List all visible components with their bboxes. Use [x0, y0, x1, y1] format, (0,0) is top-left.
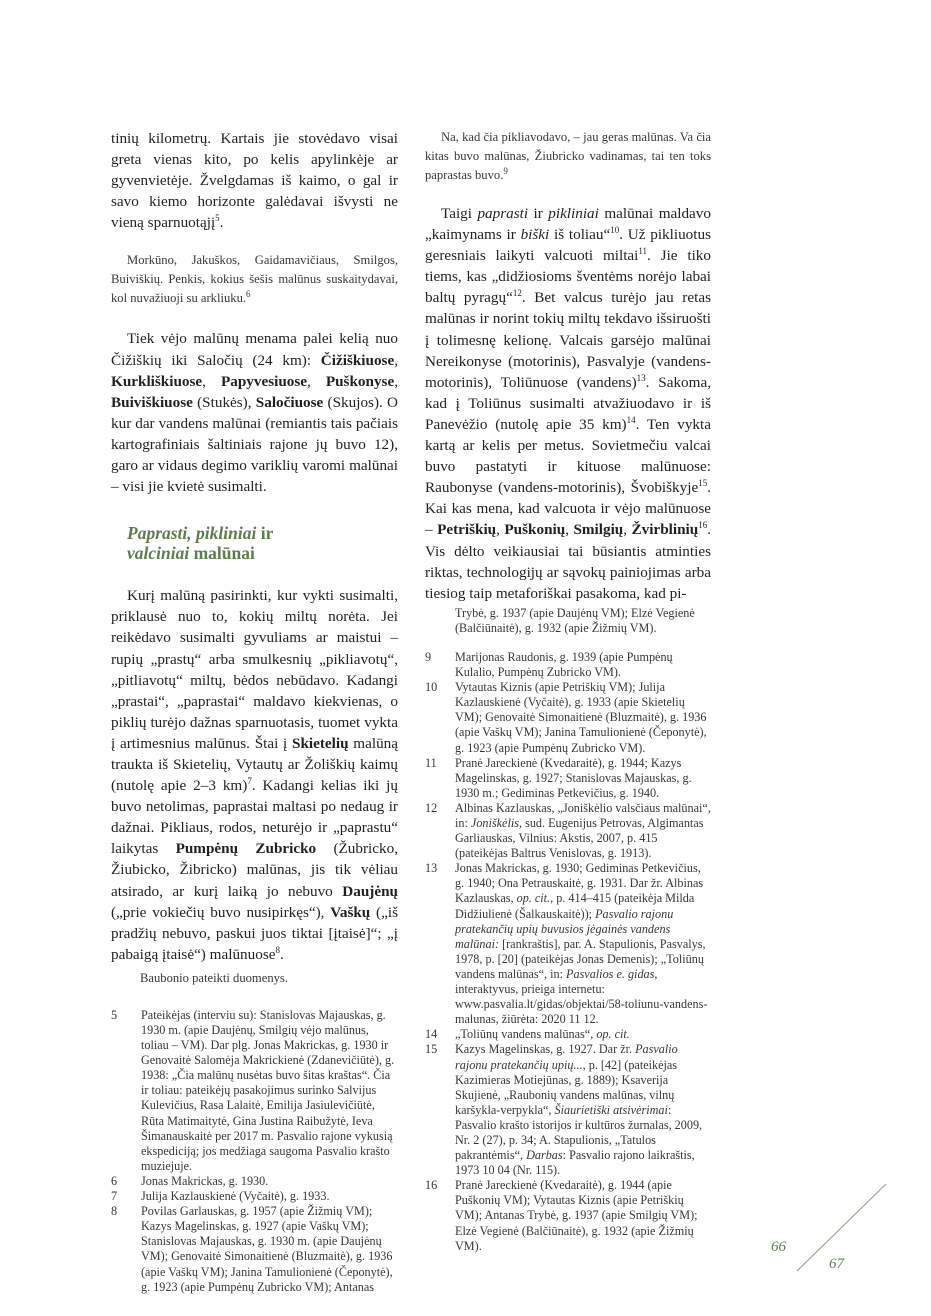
footnote-text: Pranė Jareckienė (Kvedaraitė), g. 1944; Kazys Magelinskas, g. 1927; Stanislovas Majauskas, g. 1930 m.; Gediminas Petkevičius, g. 1940. [455, 755, 692, 800]
text: , sud. Eugenijus Petrovas, Algimantas Garliauskas, Vilnius: Akstis, 2007, p. 415 (pateikėjas Baltrus Venislovas, g. 1913). [455, 816, 704, 861]
text: malūnai maldavo „kaimynams ir [425, 205, 711, 244]
footnote-text [455, 1027, 711, 1042]
right-column [425, 128, 711, 1254]
footnote-number: 15 [425, 1042, 438, 1057]
quote-text: Baubonio pateikti duomenys. [140, 970, 288, 985]
footnote-text: Marijonas Raudonis, g. 1939 (apie Pumpėnų Kulalio, Pumpėnų Zubricko VM). [455, 649, 673, 680]
footnote [425, 756, 711, 801]
text: . Kai kas mena, kad valcuota ir vėjo malūnuose – [425, 479, 711, 539]
text: Tiek vėjo malūnų menama palei kelią nuo Čižiškių iki Saločių (24 km): [111, 330, 398, 369]
footnote-text: Pateikėjas (interviu su): Stanislovas Majauskas, g. 1930 m. (apie Daujėnų, Smilgių vėjo malūnus, toliau – VM). Dar plg. Jonas Makrickas, g. 1930 ir Genovaitė Salomėja Makrickienė (Zdanevičiūtė), g. 1938: „Čia malūnų nusėtas buvo šitas kraštas“. Čia ir toliau: pateikėjų pasakojimus surinko Salvijus Kulevičius, Rasa Lalaitė, Emilija Jasiulevičiūtė, Rūta Matimaitytė, Gina Justina Raibužytė, Ieva Šimanauskaitė per 2017 m. Pasvalio rajone vykusią ekspediciją; jos medžiaga saugoma Pasvalio krašto muziejuje. [141, 1007, 395, 1173]
place-name: Papyvesiuose [220, 372, 308, 390]
text: „Toliūnų vandens malūnas“, [455, 1027, 597, 1042]
footnote-number: 6 [111, 1173, 118, 1188]
text: , [307, 372, 326, 390]
footnote-ref[interactable]: 6 [246, 289, 251, 300]
text: Albinas Kazlauskas, „Joniškėlio valsčiaus malūnai“, in: [455, 800, 711, 830]
block-quote-continuation [111, 969, 398, 988]
punctuation: . [219, 214, 224, 232]
text: , [394, 351, 398, 369]
heading-italic: Paprasti, pikliniai [127, 523, 257, 544]
title-italic: op. cit. [596, 1027, 630, 1042]
text: . Bet valcus turėjo jau retas malūnas ir norint tokių miltų tekdavo išsiruošti į tolimesnę kelionę. Valcais garsėjo malūnai Nereikonyse (motorinis), Pasvalyje (vandens-motorinis), Toliūnuose (vandens) [425, 289, 711, 391]
footnote-text: Povilas Garlauskas, g. 1957 (apie Žižmių VM); Kazys Magelinskas, g. 1927 (apie Vaškų VM); Stanislovas Majauskas, g. 1930 m. (apie Daujėnų VM); Genovaitė Simonaitienė (Bluzmaitė), g. 1936 (apie Vaškų VM); Janina Tamulionienė (Čeponytė), g. 1923 (apie Pumpėnų Zubricko VM); Antanas [141, 1204, 393, 1294]
title-italic: Pasvalio rajonu pratekančių upių buvusios jėgainės vandens malūnai: [455, 906, 674, 951]
footnote [425, 1027, 711, 1042]
footnote [425, 801, 711, 861]
text: , [202, 372, 221, 390]
title-italic: Šiaurietiški atsivėrimai [554, 1102, 668, 1117]
text: ir [528, 205, 549, 222]
text: Jonas Makrickas, g. 1930; Gediminas Petkevičius, g. 1940; Ona Petrauskaitė, g. 1931. Dar žr. Albinas Kazlauskas, [455, 861, 704, 906]
footnote-text: Jonas Makrickas, g. 1930. [141, 1173, 269, 1188]
text: (Žubricko, Žiubicko, Žibricko) malūnas, jis tik vėliau atsirado, ar kurį laiką jo nebuvo [111, 840, 398, 900]
place-name: Saločiuose [255, 393, 324, 411]
footnote-ref[interactable]: 14 [626, 414, 636, 425]
place-name: Daujėnų [342, 882, 398, 900]
footnote-number: 11 [425, 755, 437, 770]
footnote-text: Pranė Jareckienė (Kvedaraitė), g. 1944 (apie Puškonių VM); Vytautas Kiznis (apie Petriškių VM); Antanas Trybė, g. 1937 (apie Smilgių VM); Elzė Vegienė (Balčiūnaitė), g. 1932 (apie Žižmių VM). [455, 1178, 698, 1253]
footnote [425, 1178, 711, 1253]
footnote [425, 1042, 711, 1178]
text: Kurį malūną pasirinkti, kur vykti susimalti, priklausė nuo to, kokių miltų norėta. Jei reikėdavo susimalti gyvuliams ar maistui – rupių „prastų“ arba smulkesnių „pikliavotų“, „pitliavotų“ miltų, bėdos nebūdavo. Kadangi „prastai“, „paprastai“ maldavo kiekvienas, o piklių turėjo dažnas sparnuotasis, tuomet vykta į artimesnius malūnus. Štai į [111, 587, 398, 752]
footnote-continuation: Trybė, g. 1937 (apie Daujėnų VM); Elzė Vegienė (Balčiūnaitė), g. 1932 (apie Žižmių VM). [455, 605, 695, 635]
footnote-number: 14 [425, 1027, 438, 1042]
footnote-number: 16 [425, 1178, 438, 1193]
title-italic: op. cit. [516, 891, 551, 906]
place-name: Pumpėnų Zubricko [175, 840, 317, 858]
section-heading [127, 523, 398, 563]
emphasis: biški [520, 226, 550, 244]
footnote-ref[interactable]: 13 [636, 372, 646, 383]
text: , [623, 521, 632, 539]
body-paragraph [111, 128, 398, 233]
footnote-text [455, 1042, 711, 1178]
place-name: Puškonyse [325, 372, 395, 390]
place-name: Vaškų [330, 903, 371, 921]
place-name: Buiviškiuose [111, 393, 193, 411]
footnote [111, 1008, 398, 1174]
text: , interaktyvus, prieiga internetu: www.pasvalia.lt/gidas/objektai/58-toliunu-vandens-malunas, žiūrėta: 2020 11 12. [455, 966, 708, 1027]
page-number-left: 66 [771, 1239, 786, 1255]
footnote-text: Vytautas Kiznis (apie Petriškių VM); Julija Kazlauskienė (Vyčaitė), g. 1933 (apie Skietelių VM); Genovaitė Simonaitienė (Bluzmaitė), g. 1936 (apie Vaškų VM); Janina Tamulionienė (Čeponytė), g. 1923 (apie Pumpėnų Zubricko VM). [455, 680, 707, 755]
footnote-ref[interactable]: 5 [215, 213, 220, 224]
title-italic: Joniškėlis [470, 816, 519, 830]
text: („prie vokiečių buvo nusipirkęs“), [111, 903, 331, 921]
text: , [394, 372, 398, 390]
block-quote [425, 128, 711, 185]
heading-text: ir [256, 523, 274, 544]
footnote-ref[interactable]: 16 [698, 520, 708, 531]
text: , p. [42] (pateikėjas Kazimieras Motiejūnas, g. 1889); Ksaverija Skujienė, „Raubonių vandens malūnas, vilnų karšykla-verpykla“, [455, 1057, 678, 1117]
text: . Jie tiko tiems, kas „didžiosioms šventėms norėjo labai baltų pyragų“ [425, 247, 711, 307]
footnotes [111, 1008, 398, 1295]
footnote-ref[interactable]: 8 [275, 944, 280, 955]
footnote-text: Julija Kazlauskienė (Vyčaitė), g. 1933. [141, 1189, 330, 1204]
place-name: Smilgių [573, 521, 624, 539]
footnote-ref[interactable]: 10 [610, 225, 620, 236]
place-name: Petriškių [437, 521, 497, 539]
text: . Sakoma, kad į Toliūnus susimalti atvažiuodavo ir iš Panevėžio (nutolę apie 35 km) [425, 373, 711, 433]
text: : Pasvalio rajono laikraštis, 1973 10 04 (Nr. 115). [455, 1148, 695, 1178]
text: malūną traukta iš Skietelių, Vytautų ar Žoliškių kaimų (nutolę apie 2–3 km) [111, 734, 398, 795]
footnote-ref[interactable]: 9 [503, 165, 508, 176]
footnote-ref[interactable]: 7 [247, 776, 252, 786]
text: (Skujos). O kur dar vandens malūnai (remiantis tais pačiais kartografiniais šaltiniais rajone jų buvo 12), garo ar vidaus degimo variklių varomi malūnai – visi jie kvietė susimalti. [111, 393, 398, 496]
footnote [111, 1204, 398, 1295]
body-paragraph [111, 585, 398, 965]
footnote-number: 8 [111, 1204, 118, 1219]
heading-italic: valciniai [127, 543, 190, 564]
footnote [425, 650, 711, 680]
quote-text: Na, kad čia pikliavodavo, – jau geras malūnas. Va čia kitas buvo malūnas, Žiubricko vadinamas, tai ten toks paprastas buvo. [425, 130, 711, 182]
footnote [111, 1189, 398, 1204]
text: . Už pikliuotus geresniais laikyti valcuoti miltai [425, 226, 711, 265]
footnote-number: 10 [425, 680, 438, 695]
text: . Vis dėlto veikiausiai tai būsiantis atminties riktas, technologijų ar sąvokų painiojimas arba tiesiog taip metaforiškai pasakoma, kad pi- [425, 521, 712, 602]
place-name: Kurkliškiuose [111, 372, 203, 390]
title-italic: Pasvalio rajonu pratekančių upių... [455, 1042, 678, 1072]
text: , [565, 521, 574, 539]
emphasis: paprasti [477, 205, 529, 222]
place-name: Puškonių [504, 521, 566, 539]
place-name: Skietelių [292, 734, 349, 752]
footnote-number: 5 [111, 1007, 118, 1022]
emphasis: pikliniai [548, 205, 599, 222]
footnote [425, 861, 711, 1027]
heading-text: malūnai [189, 543, 255, 564]
footnote [425, 680, 711, 755]
footnote-text [455, 801, 711, 861]
paragraph-text: tinių kilometrų. Kartais jie stovėdavo visai greta vienas kito, po kelis apylinkėje ar gyvenvietėje. Žvelgdamas iš kaimo, o gal ir savo kiemo horizonte galėdavai išvysti ne vieną sparnuotąjį [111, 130, 398, 232]
text: („iš pradžių nebuvo, paskui juos tiktai [įtaisė]“; „į pabaigą įtaisė“) malūnuose [111, 903, 398, 963]
footnote-ref[interactable]: 15 [698, 478, 708, 489]
left-column [111, 128, 398, 1295]
page-number-right: 67 [829, 1256, 844, 1272]
text: (Stukės), [192, 393, 256, 411]
text: . Kadangi kelias iki jų buvo netolimas, paprastai maltasi po nedaug ir dažnai. Pikliaus, rodos, neturėjo ir „paprastu“ laikytas [111, 777, 398, 858]
footnote-number: 9 [425, 649, 432, 664]
text: [rankraštis], par. A. Stapulionis, Pasvalys, 1978, p. [20] (pateikėjas Jonas Demenis); „Toliūnų vandens malūnas“, in: [455, 936, 706, 981]
footnote-text [455, 861, 711, 1027]
footnote-number: 13 [425, 861, 438, 876]
text: Kazys Magelinskas, g. 1927. Dar žr. [455, 1042, 636, 1057]
footnote-number: 7 [111, 1189, 118, 1204]
quote-text: Morkūno, Jakuškos, Gaidamavičiaus, Smilgos, Buiviškių. Penkis, kokius šešis malūnus suskaitydavai, kol nuvažiuoji su arkliuku. [111, 253, 398, 306]
text: iš toliau“ [549, 226, 611, 244]
block-quote [111, 251, 398, 308]
body-paragraph [111, 328, 398, 497]
body-paragraph [425, 203, 711, 604]
text: . [279, 945, 284, 963]
text: . Ten vykta kartą ar kelis per metus. Sovietmečiu valcai buvo pastatyti ir kituose malūnuose: Raubonyse (vandens-motorinis), Švobiškyje [425, 415, 711, 497]
footnotes [425, 606, 711, 1254]
place-name: Čižiškiuose [320, 351, 395, 369]
text: Taigi [441, 205, 478, 222]
footnote-number: 12 [425, 800, 438, 815]
text: , p. 414–415 (pateikėja Milda Didžiulienė (Šalkauskaitė)); [455, 891, 695, 921]
footnote-ref[interactable]: 12 [512, 288, 522, 299]
footnote [111, 1174, 398, 1189]
place-name: Žvirblinių [631, 521, 699, 539]
title-italic: Pasvalios e. gidas [566, 966, 655, 981]
footnote-ref[interactable]: 11 [638, 246, 648, 257]
text: : Pasvalio krašto istorijos ir kultūros žurnalas, 2009, Nr. 2 (27), p. 34; A. Stapulionis, „Tatulos pakrantėmis“, [455, 1102, 703, 1163]
title-italic: Darbas [526, 1148, 563, 1163]
text: , [496, 521, 505, 539]
